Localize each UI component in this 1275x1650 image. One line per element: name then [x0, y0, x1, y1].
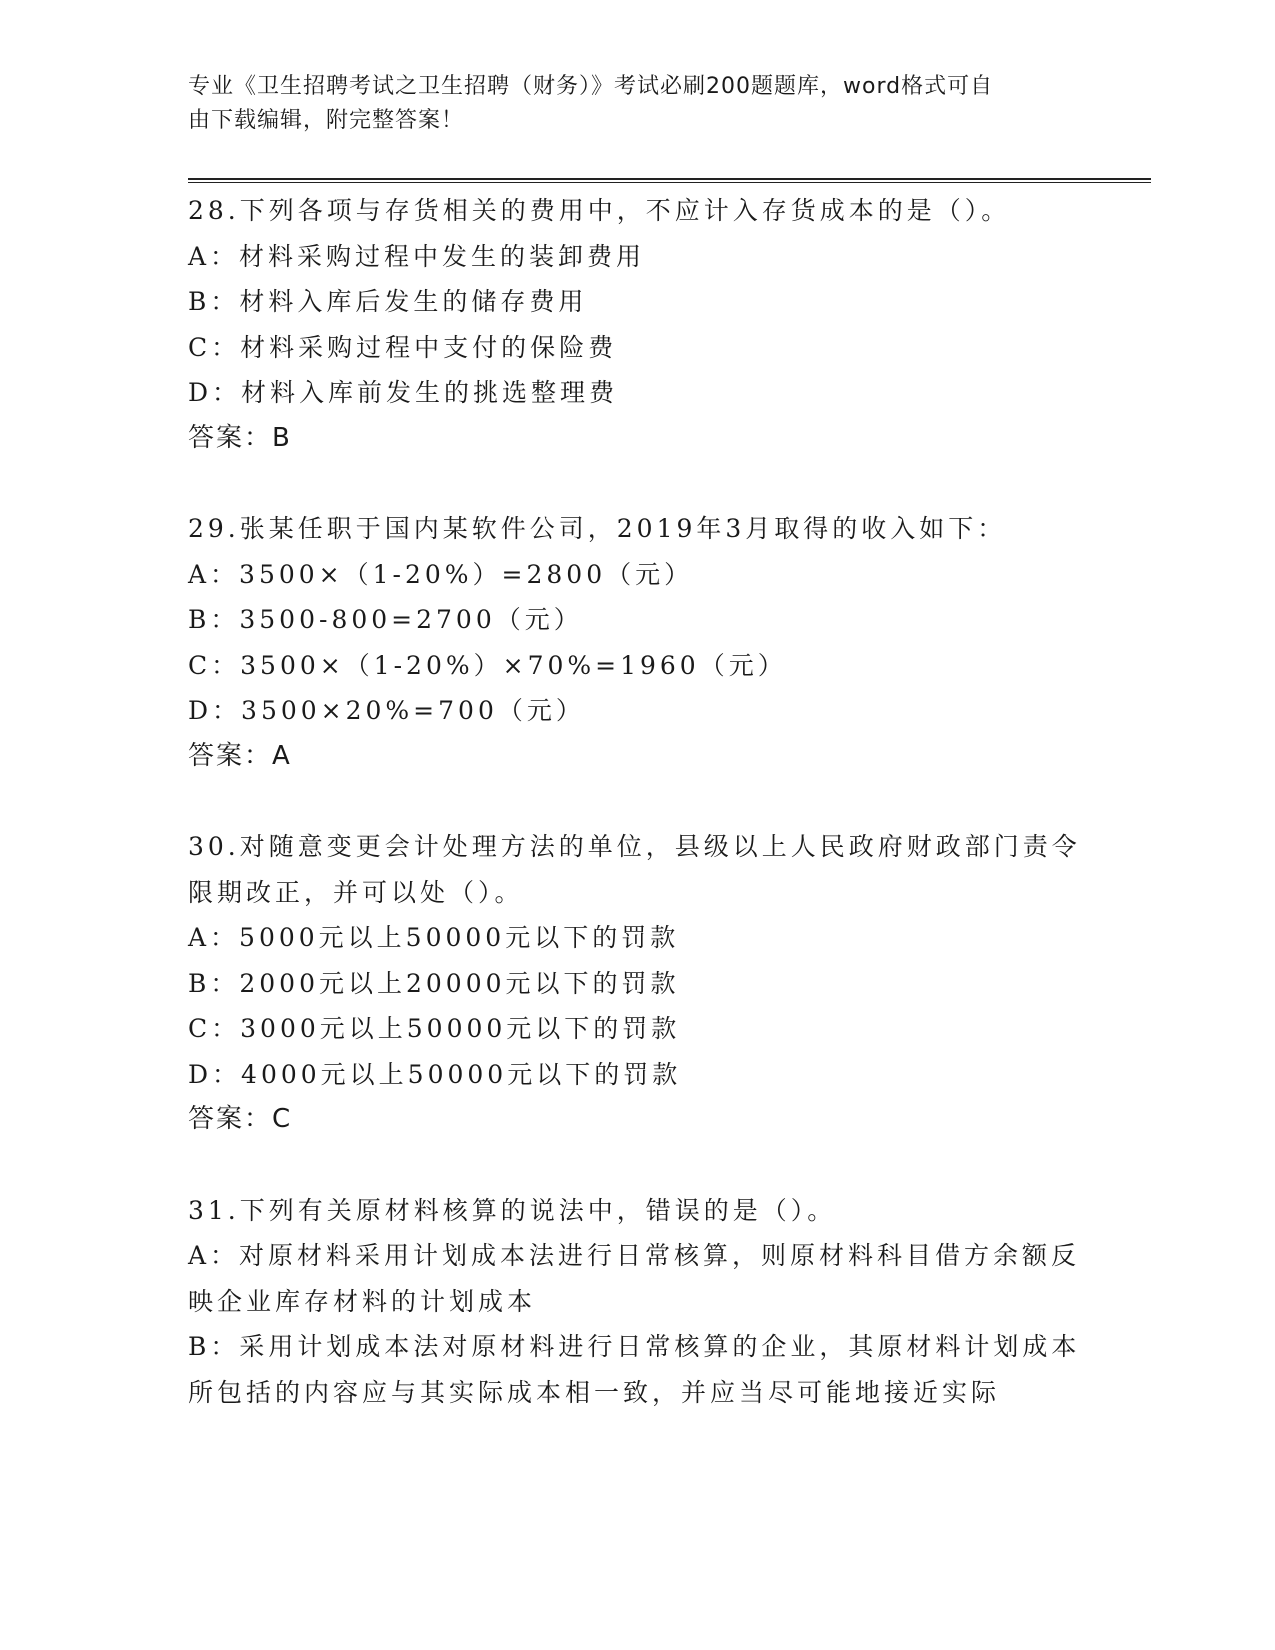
- spacer: [188, 779, 1088, 824]
- question-stem: 30.对随意变更会计处理方法的单位，县级以上人民政府财政部门责令: [188, 832, 1081, 861]
- answer: 答案：C: [188, 1104, 293, 1134]
- option-a: A：3500×（1-20%）=2800（元）: [188, 559, 694, 589]
- spacer: [188, 1143, 1088, 1188]
- option-a-continued: 映企业库存材料的计划成本: [188, 1286, 537, 1316]
- document-header: [188, 70, 1068, 138]
- option-a: A：材料采购过程中发生的装卸费用: [188, 241, 646, 271]
- option-b: B：材料入库后发生的储存费用: [188, 287, 588, 316]
- question-30: [188, 824, 1088, 1143]
- option-b: B：采用计划成本法对原材料进行日常核算的企业，其原材料计划成本: [188, 1332, 1081, 1361]
- question-stem: 31.下列有关原材料核算的说法中，错误的是（）。: [188, 1195, 837, 1225]
- header-line-1: 专业《卫生招聘考试之卫生招聘（财务）》考试必刷200题题库，word格式可自: [188, 74, 994, 99]
- question-29: [188, 506, 1088, 779]
- header-divider: [188, 178, 1151, 183]
- option-a: A：5000元以上50000元以下的罚款: [188, 923, 680, 952]
- option-c: C：3000元以上50000元以下的罚款: [188, 1014, 681, 1043]
- question-list: [188, 188, 1088, 1415]
- option-c: C：3500×（1-20%）×70%=1960（元）: [188, 650, 787, 680]
- question-stem-continued: 限期改正，并可以处（）。: [188, 877, 524, 907]
- question-28: [188, 188, 1088, 461]
- option-b: B：2000元以上20000元以下的罚款: [188, 968, 680, 998]
- question-stem: 28.下列各项与存货相关的费用中，不应计入存货成本的是（）。: [188, 196, 1011, 225]
- question-31: [188, 1188, 1088, 1416]
- option-d: D：材料入库前发生的挑选整理费: [188, 378, 619, 407]
- option-d: D：3500×20%=700（元）: [188, 696, 585, 725]
- header-line-2: 由下载编辑，附完整答案！: [188, 108, 465, 133]
- option-b: B：3500-800=2700（元）: [188, 605, 583, 634]
- answer: 答案：B: [188, 422, 292, 453]
- option-c: C：材料采购过程中支付的保险费: [188, 332, 618, 362]
- option-a: A：对原材料采用计划成本法进行日常核算，则原材料科目借方余额反: [188, 1241, 1081, 1270]
- answer: 答案：A: [188, 740, 292, 771]
- question-stem: 29.张某任职于国内某软件公司，2019年3月取得的收入如下：: [188, 514, 1007, 543]
- spacer: [188, 461, 1088, 506]
- option-d: D：4000元以上50000元以下的罚款: [188, 1059, 682, 1089]
- option-b-continued: 所包括的内容应与其实际成本相一致，并应当尽可能地接近实际: [188, 1377, 1001, 1407]
